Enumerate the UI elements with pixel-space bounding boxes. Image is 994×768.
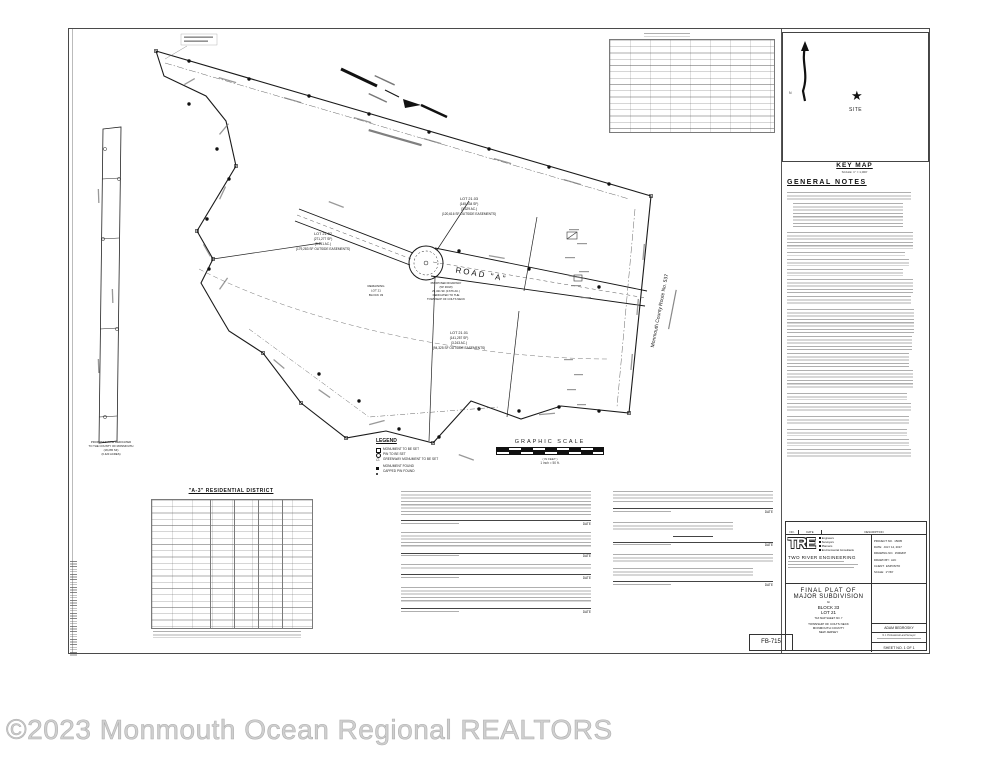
short-signature-line: [673, 536, 713, 537]
date-label: DATE: [764, 509, 773, 514]
svg-text:(18,265 SF): (18,265 SF): [103, 448, 119, 452]
svg-text:(271,277 SF): (271,277 SF): [313, 237, 333, 241]
signature-row: [613, 508, 773, 514]
certifications-right: [613, 491, 773, 587]
county-dedication-label: [89, 440, 134, 456]
tre-logo: TRE: [788, 535, 815, 552]
legend-label: CAPPED PIN FOUND: [383, 468, 415, 473]
scale-units: ( IN FEET ): [542, 457, 558, 462]
key-map-box: [782, 32, 929, 162]
north-arrow-icon: [791, 39, 821, 109]
firm-phone-illegible: [788, 567, 854, 569]
signatory-illegible: [401, 611, 459, 614]
signature-row: [401, 608, 591, 614]
curve-table-title-illegible: [644, 33, 690, 37]
signatory-illegible: [613, 584, 671, 587]
legend-label: MONUMENT FOUND: [383, 463, 414, 468]
note-illegible: [787, 439, 909, 446]
legend-item: [376, 468, 486, 473]
note-illegible: [787, 192, 911, 200]
note-illegible: [787, 309, 914, 333]
svg-text:(3.329 AC.): (3.329 AC.): [460, 207, 478, 211]
road-a-label: ROAD "A": [454, 265, 508, 284]
signature-row: [401, 574, 591, 580]
surveyor-title: N.J. Professional Land Surveyor: [882, 634, 916, 637]
tie-note-illegible: [165, 34, 217, 59]
note-illegible: [787, 449, 911, 459]
legend-label: MONUMENT TO BE SET: [383, 446, 420, 451]
firm-service: Environmental Consultants: [819, 549, 854, 553]
project-info-cell: [872, 535, 926, 583]
signatory-illegible: [401, 523, 459, 526]
graphic-scale: [496, 439, 604, 465]
plat-sheet: [68, 28, 930, 654]
signature-row: [613, 581, 773, 587]
firm-name: TWO RIVER ENGINEERING: [788, 554, 856, 560]
district-table-title: "A-3" RESIDENTIAL DISTRICT: [188, 488, 274, 494]
title-row: [786, 584, 926, 652]
signatory-illegible: [613, 544, 671, 547]
note-illegible: [787, 252, 905, 256]
drawing-no: DRAWING NO. 15002FP: [874, 551, 907, 556]
easement-lines: [165, 63, 635, 417]
interior-lot-lines: [213, 201, 537, 441]
general-notes-title: GENERAL NOTES: [787, 179, 867, 186]
date-label: DATE: [764, 543, 773, 548]
svg-text:(0.420 ACRES): (0.420 ACRES): [101, 452, 121, 456]
note-illegible: [793, 203, 903, 229]
scale: SCALE: 1"=50': [874, 570, 894, 575]
rev-no-header: NO.: [786, 530, 799, 534]
svg-text:(3.243 AC.): (3.243 AC.): [450, 341, 468, 345]
note-illegible: [787, 279, 913, 293]
existing-buildings: [567, 232, 582, 281]
fb-label-box: FB-715: [749, 634, 793, 651]
svg-text:REMAINING: REMAINING: [367, 284, 385, 288]
signatory-illegible: [613, 511, 671, 514]
cert-paragraph-illegible: [401, 532, 591, 548]
sheet-number: SHEET NO. 1 OF 1: [872, 642, 926, 652]
surveyor-name: ADAM BEDROSKY: [872, 623, 926, 633]
title-block: [785, 521, 927, 651]
license-illegible: [877, 638, 921, 640]
legend: [376, 438, 486, 473]
firm-row: [786, 535, 926, 584]
lot-21-03-label: [442, 197, 496, 216]
firm-service: Planners: [819, 545, 854, 549]
for-label: for: [826, 601, 831, 604]
block-label: BLOCK 33: [817, 605, 840, 610]
district-table-illegible: [151, 499, 313, 629]
firm-web-illegible: [788, 561, 844, 563]
cert-paragraph-illegible: [401, 564, 591, 569]
curve-line-table-illegible: [609, 39, 775, 133]
certifications-left: [401, 491, 591, 614]
note-illegible: [787, 429, 907, 436]
note-illegible: [787, 416, 909, 426]
remaining-lot-label: [367, 284, 385, 297]
note-illegible: [787, 296, 911, 306]
client: CLIENT: ESPOSITO: [874, 563, 901, 568]
bearing-labels-illegible: [98, 77, 645, 461]
drawing-title-line: MAJOR SUBDIVISION: [793, 594, 864, 600]
cert-paragraph-illegible: [613, 522, 733, 532]
north-label: N: [789, 91, 792, 95]
monument-symbols: [155, 50, 653, 445]
svg-text:(141,257 SF): (141,257 SF): [449, 336, 469, 340]
svg-text:(145,034 SF): (145,034 SF): [459, 202, 479, 206]
property-boundary: [156, 51, 651, 443]
signature-row: [401, 520, 591, 526]
svg-text:BLOCK 33: BLOCK 33: [368, 293, 384, 297]
note-illegible: [787, 259, 909, 266]
svg-text:LOT 21.02: LOT 21.02: [314, 232, 332, 236]
legend-label: GREENWAY MONUMENT TO BE SET: [383, 456, 439, 461]
svg-text:Monmouth County Route No. 537: Monmouth County Route No. 537: [649, 273, 671, 348]
svg-text:LOT 21.03: LOT 21.03: [460, 197, 478, 201]
municipality-line: MONMOUTH COUNTY: [812, 625, 845, 630]
drawing-title-line: FINAL PLAT OF: [800, 588, 857, 594]
svg-text:LOT 21: LOT 21: [371, 288, 381, 293]
signatory-illegible: [401, 577, 459, 580]
scale-bar-row: [496, 451, 604, 455]
table-footnotes-illegible: [153, 631, 301, 638]
revision-strip: [786, 522, 926, 535]
key-map-title: KEY MAP: [836, 162, 873, 169]
note-illegible: [787, 269, 903, 276]
date-label: DATE: [582, 554, 591, 559]
tax-map-label: TAX MAP SHEET NO. 7: [814, 617, 843, 620]
note-illegible: [787, 403, 911, 413]
note-illegible: [787, 393, 907, 400]
svg-text:(179,283 SF OUTSIDE EASEMENTS): (179,283 SF OUTSIDE EASEMENTS): [295, 247, 351, 251]
cert-paragraph-illegible: [401, 491, 591, 515]
svg-text:(94,325 SF OUTSIDE EASEMENTS): (94,325 SF OUTSIDE EASEMENTS): [432, 346, 486, 350]
svg-text:29,431 SF (0.676 AC.): 29,431 SF (0.676 AC.): [432, 289, 460, 293]
svg-text:(120,616 SF OUTSIDE EASEMENTS): (120,616 SF OUTSIDE EASEMENTS): [441, 212, 497, 216]
drawing-title-cell: [786, 584, 872, 652]
signatory-illegible: [401, 555, 459, 558]
svg-text:LOT 21.01: LOT 21.01: [450, 331, 468, 335]
rev-date-header: DATE: [799, 530, 822, 534]
cert-paragraph-illegible: [401, 587, 591, 603]
svg-text:TOWNSHIP OF COLTS NECK: TOWNSHIP OF COLTS NECK: [426, 297, 466, 301]
rev-desc-header: DESCRIPTION: [864, 530, 884, 534]
triangle-icon: △: [376, 455, 380, 461]
note-illegible: [787, 232, 913, 249]
date-label: DATE: [582, 609, 591, 614]
firm-cell: [786, 535, 872, 583]
date-label: DATE: [582, 521, 591, 526]
date-label: DATE: [764, 582, 773, 587]
roadway-dedication-label: [427, 281, 465, 301]
date-label: DATE: [582, 575, 591, 580]
svg-text:(5.241 AC.): (5.241 AC.): [314, 242, 332, 246]
cert-paragraph-illegible: [613, 568, 753, 576]
firm-service: Surveyors: [819, 541, 854, 545]
legend-item: [376, 456, 486, 461]
general-notes: [787, 179, 923, 462]
dot-icon: [376, 462, 383, 480]
drawn-by: DRAWN BY: AJC: [874, 557, 897, 562]
site-star-icon: ★: [851, 88, 863, 103]
watermark-text: ©2023 Monmouth Ocean Regional REALTORS: [6, 714, 613, 745]
firm-service: Engineers: [819, 537, 854, 541]
svg-text:(50' ROW): (50' ROW): [439, 285, 453, 289]
municipality-line: NEW JERSEY: [818, 629, 839, 634]
route-537-label: [650, 273, 677, 347]
note-illegible: [787, 353, 909, 367]
firm-address-illegible: [788, 564, 858, 566]
lot-21-02-label: [296, 232, 350, 251]
legend-label: PIN TO BE SET: [383, 451, 406, 456]
signature-row: [613, 542, 773, 548]
key-map-caption: [782, 162, 927, 174]
svg-text:PROPOSED ROADWAY: PROPOSED ROADWAY: [430, 281, 462, 285]
surveyor-cell: [872, 584, 926, 652]
svg-text:TO THE COUNTY OF MONMOUTH: TO THE COUNTY OF MONMOUTH: [88, 444, 134, 448]
road-a-geometry: [295, 209, 647, 306]
site-label: SITE: [849, 107, 863, 113]
note-illegible: [787, 336, 912, 350]
lot-21-01-label: [433, 331, 485, 350]
svg-text:PROPOSED ROW DEDICATED: PROPOSED ROW DEDICATED: [90, 440, 132, 444]
graphic-scale-title: GRAPHIC SCALE: [514, 439, 586, 445]
county-row-strip: [99, 127, 121, 443]
svg-text:DEDICATED TO THE: DEDICATED TO THE: [432, 293, 460, 297]
lot-label: LOT 21: [821, 610, 836, 615]
tree-blobs: [187, 59, 610, 438]
cert-paragraph-illegible: [613, 491, 773, 503]
note-illegible: [787, 370, 913, 390]
cert-paragraph-illegible: [613, 554, 773, 564]
scale-ratio: 1 inch = 50 ft.: [540, 461, 560, 466]
project-no: PROJECT NO. 15005: [874, 539, 903, 543]
legend-title: LEGEND: [376, 438, 397, 444]
key-map-scale: SCALE: 1" = 1,000': [841, 170, 868, 174]
municipality-line: TOWNSHIP OF COLTS NECK: [808, 621, 849, 626]
project-date: DATE: JULY 14, 2017: [874, 545, 902, 550]
signature-row: [401, 553, 591, 559]
